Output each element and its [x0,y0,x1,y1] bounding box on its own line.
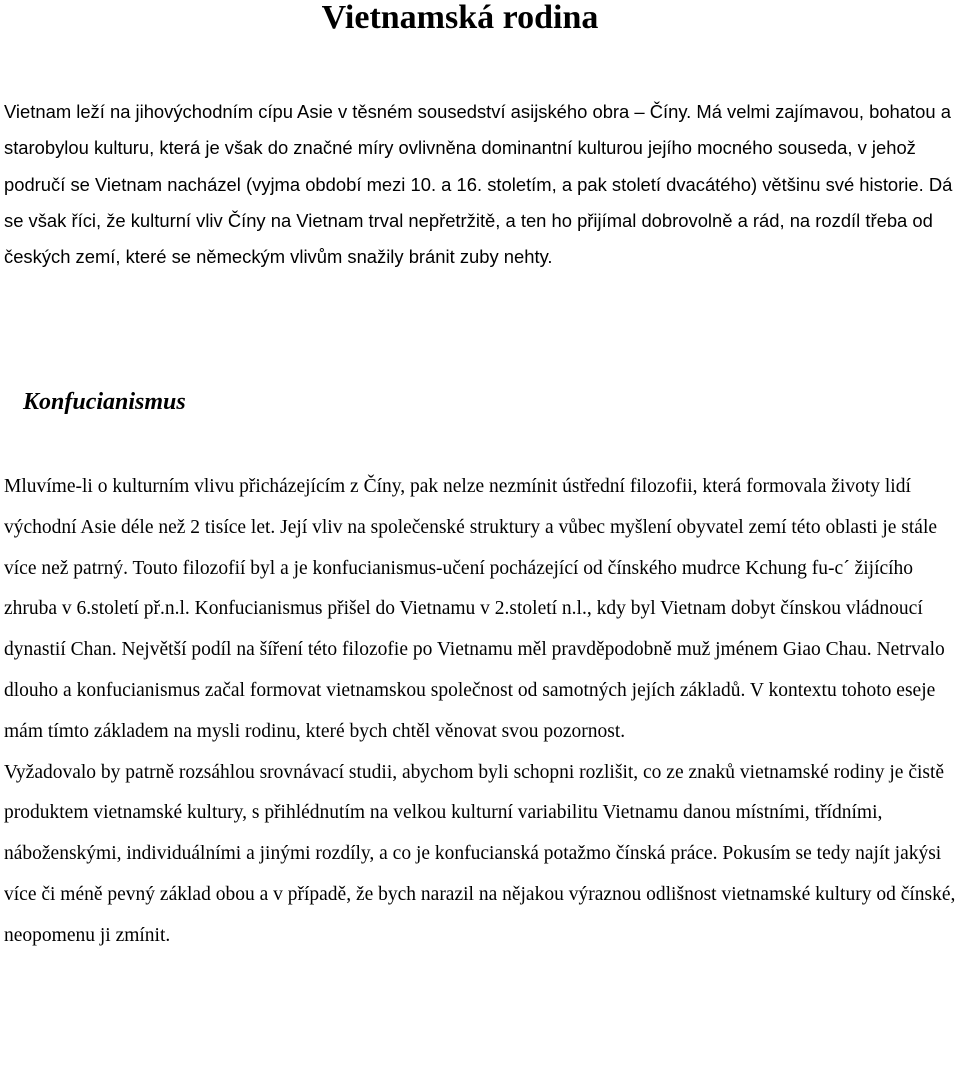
intro-text-part-2: 16. stoletím, a pak století dvacátého) většinu své historie. [456,173,924,195]
intro-paragraph [4,94,958,275]
section-body [4,467,959,957]
body-paragraph-1: Mluvíme-li o kulturním vlivu přicházejícím z Číny, pak nelze nezmínit ústřední filozofii, která formovala životy lidí východní Asie déle než 2 tisíce let. Její vliv na společenské struktury a vůbec myšlení obyvatel zemí této oblasti je stále více než patrný. Touto filozofií byl a je konfucianismus-učení pocházející od čínského mudrce Kchung fu-c´ žijícího zhruba v 6.století př.n.l. Konfucianismus přišel do Vietnamu v 2.století n.l., kdy byl Vietnam dobyt čínskou vládnoucí dynastií Chan. Největší podíl na šíření této filozofie po Vietnamu měl pravděpodobně muž jménem Giao Chau. Netrvalo dlouho a konfucianismus začal formovat vietnamskou společnost od samotných jejích základů. V kontextu tohoto eseje mám tímto základem na mysli rodinu, které bych chtěl věnovat svou pozornost. [4,476,945,742]
body-paragraph-2: Vyžadovalo by patrně rozsáhlou srovnávací studii, abychom byli schopni rozlišit, co ze znaků vietnamské rodiny je čistě produktem vietnamské kultury, s přihlédnutím na velkou kulturní variabilitu Vietnamu danou místními, třídními, náboženskými, individuálními a jinými rozdíly, a co je konfucianská potažmo čínská práce. Pokusím se tedy najít jakýsi více či méně pevný základ obou a v případě, že bych narazil na nějakou výraznou odlišnost vietnamské kultury od čínské, neopomenu ji zmínit. [4,761,956,946]
intro-text-part-3: Dá se však říci, že kulturní vliv Číny na Vietnam trval nepřetržitě, a ten ho přijímal dobrovolně a rád, na rozdíl třeba od českých zemí, které se německým vlivům snažily bránit zuby nehty. [4,173,953,268]
page-title: Vietnamská rodina [321,0,599,36]
intro-text-part-1: Vietnam leží na jihovýchodním cípu Asie v těsném sousedství asijského obra – Číny. Má velmi zajímavou, bohatou a starobylou kulturu, která je však do značné míry ovlivněna dominantní kulturou jejího mocného souseda, v jehož područí se Vietnam nacházel (vyjma období mezi 10. a [4,101,951,195]
section-heading-konfucianismus: Konfucianismus [23,389,186,415]
